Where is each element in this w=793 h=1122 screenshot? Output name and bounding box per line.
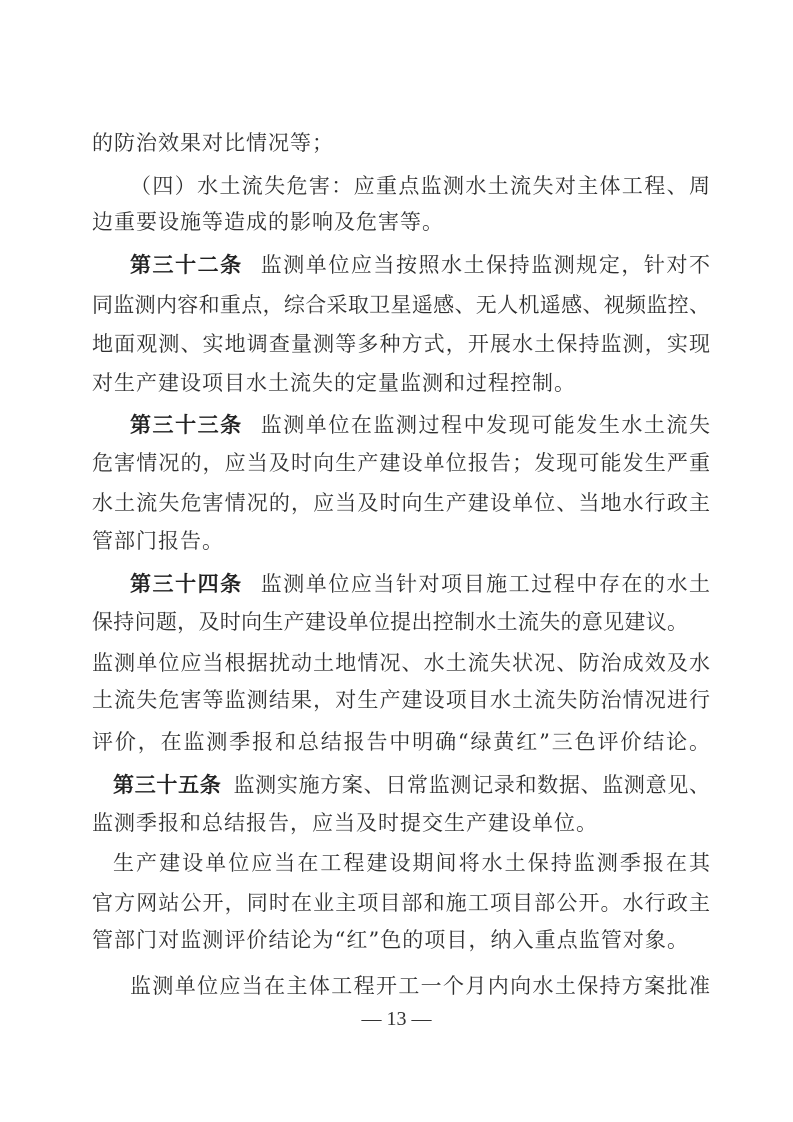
article-32 bbox=[130, 251, 710, 279]
article-heading: 第三十五条 bbox=[113, 772, 222, 797]
text-line: 管部门报告。 bbox=[92, 529, 224, 553]
text-line: 生产建设单位应当在工程建设期间将水土保持监测季报在其 bbox=[113, 851, 710, 875]
text-line: 土流失危害等监测结果，对生产建设项目水土流失防治情况进行 bbox=[92, 688, 710, 712]
article-35 bbox=[113, 771, 710, 799]
text-line: 官方网站公开，同时在业主项目部和施工项目部公开。水行政主 bbox=[92, 891, 710, 915]
text-line: 监测单位在监测过程中发现可能发生水土流失 bbox=[260, 413, 711, 437]
article-34 bbox=[130, 570, 710, 598]
text-line: 边重要设施等造成的影响及危害等。 bbox=[92, 210, 444, 234]
text-line: （四）水土流失危害：应重点监测水土流失对主体工程、周 bbox=[130, 174, 710, 198]
text-line: 监测单位应当按照水土保持监测规定，针对不 bbox=[260, 253, 711, 277]
text-line: 管部门对监测评价结论为“红”色的项目，纳入重点监管对象。 bbox=[92, 928, 688, 952]
text-line: 对生产建设项目水土流失的定量监测和过程控制。 bbox=[92, 371, 576, 395]
article-heading: 第三十三条 bbox=[130, 412, 243, 437]
article-heading: 第三十四条 bbox=[130, 571, 243, 596]
text-line: 的防治效果对比情况等； bbox=[92, 131, 334, 155]
article-heading: 第三十二条 bbox=[130, 252, 243, 277]
text-line: 水土流失危害情况的，应当及时向生产建设单位、当地水行政主 bbox=[92, 491, 710, 515]
text-line: 监测季报和总结报告，应当及时提交生产建设单位。 bbox=[92, 811, 598, 835]
text-line: 评价，在监测季报和总结报告中明确“绿黄红”三色评价结论。 bbox=[92, 730, 710, 754]
text-line: 监测单位应当针对项目施工过程中存在的水土 bbox=[260, 572, 711, 596]
text-line: 监测实施方案、日常监测记录和数据、监测意见、 bbox=[233, 773, 711, 797]
page-number: — 13 — bbox=[361, 1008, 432, 1030]
text-line: 监测单位应当在主体工程开工一个月内向水土保持方案批准 bbox=[130, 974, 710, 998]
text-line: 同监测内容和重点，综合采取卫星遥感、无人机遥感、视频监控、 bbox=[92, 293, 710, 317]
article-33 bbox=[130, 411, 710, 439]
text-line: 保持问题，及时向生产建设单位提出控制水土流失的意见建议。 bbox=[92, 610, 688, 634]
text-line: 监测单位应当根据扰动土地情况、水土流失状况、防治成效及水 bbox=[92, 651, 710, 675]
text-line: 地面观测、实地调查量测等多种方式，开展水土保持监测，实现 bbox=[92, 332, 710, 356]
text-line: 危害情况的，应当及时向生产建设单位报告；发现可能发生严重 bbox=[92, 451, 710, 475]
